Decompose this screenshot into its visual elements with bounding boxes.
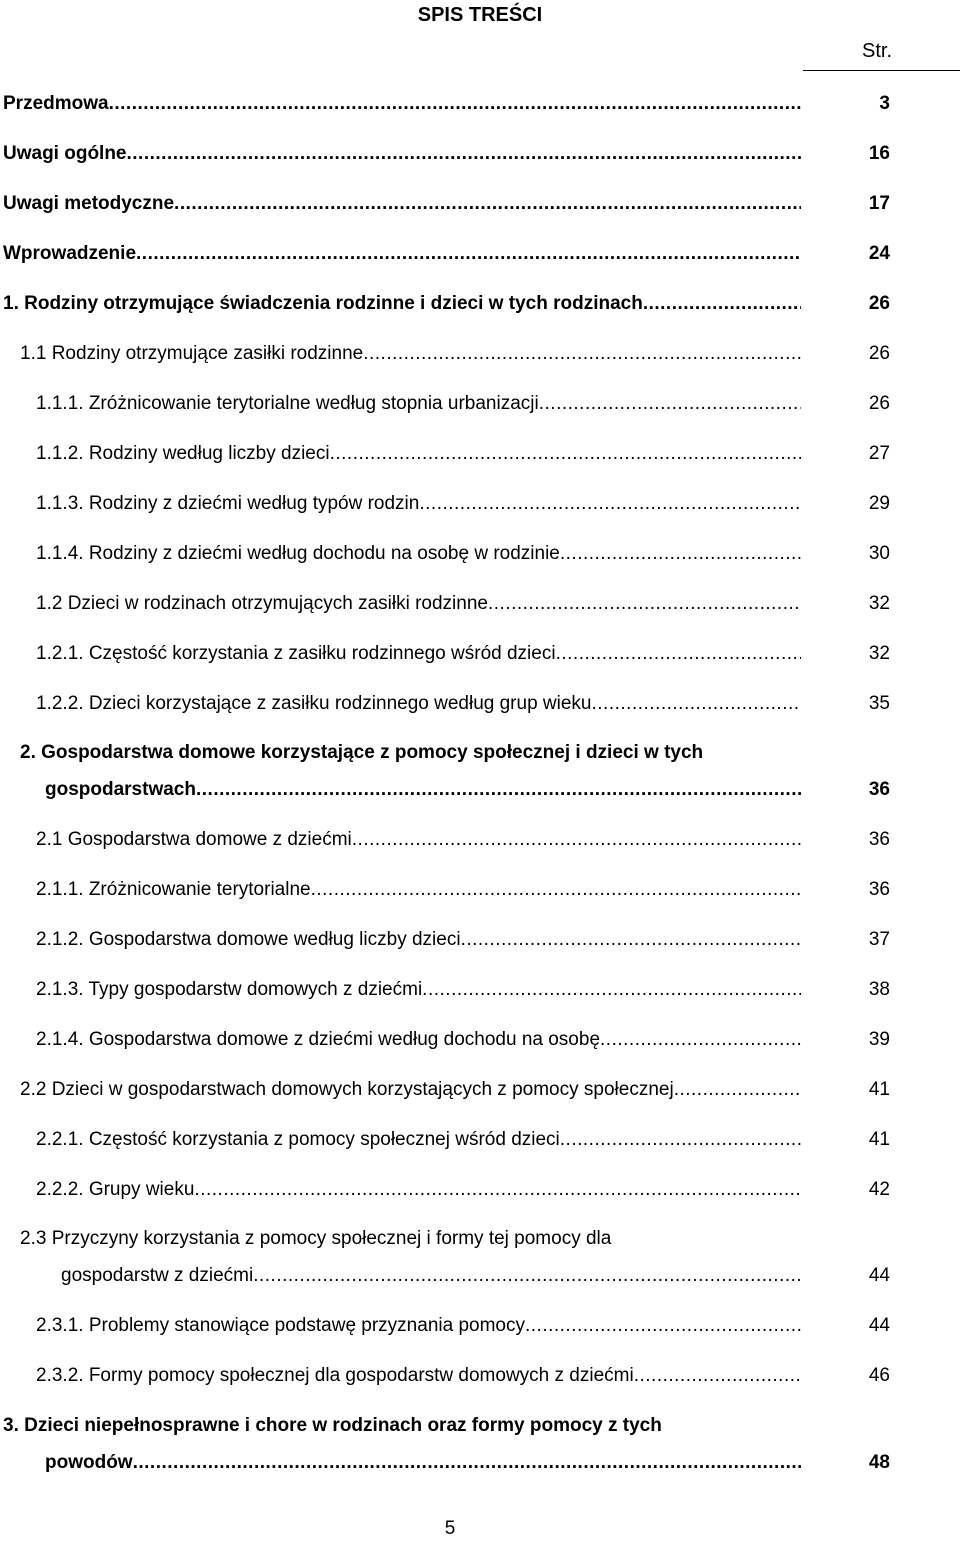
toc-entry-text: 2.2 Dzieci w gospodarstwach domowych korzystających z pomocy społecznej (20, 1079, 674, 1100)
toc-page-number: 36 (868, 779, 890, 800)
toc-entry-chapter-2[interactable] (45, 775, 801, 805)
toc-page-number: 26 (868, 293, 890, 314)
toc-entry-2-3-1[interactable] (36, 1311, 801, 1341)
dot-leader (643, 289, 801, 319)
toc-page-number: 36 (868, 829, 890, 850)
dot-leader (352, 825, 801, 855)
toc-entry-text: 1. Rodziny otrzymujące świadczenia rodzinne i dzieci w tych rodzinach (3, 293, 643, 314)
toc-entry-2-2-2[interactable] (36, 1175, 801, 1205)
toc-entry-2-3-line1[interactable]: 2.3 Przyczyny korzystania z pomocy społecznej i formy tej pomocy dla (20, 1228, 612, 1249)
toc-entry-text: Uwagi metodyczne (3, 193, 175, 214)
toc-page-number: 29 (868, 493, 890, 514)
toc-page-number: 27 (868, 443, 890, 464)
dot-leader (196, 775, 801, 805)
toc-entry-text: 1.2.2. Dzieci korzystające z zasiłku rodzinnego według grup wieku (36, 693, 592, 714)
toc-page-number: 35 (868, 693, 890, 714)
toc-page-number: 32 (868, 593, 890, 614)
toc-page-number: 30 (868, 543, 890, 564)
toc-entry-2-1-1[interactable] (36, 875, 801, 905)
toc-entry-2-1-4[interactable] (36, 1025, 801, 1055)
dot-leader (592, 689, 802, 719)
toc-entry-text: 1.2 Dzieci w rodzinach otrzymujących zasiłki rodzinne (36, 593, 488, 614)
dot-leader (539, 389, 801, 419)
toc-entry-1-1-1[interactable] (36, 389, 801, 419)
toc-entry-text: 2.1.1. Zróżnicowanie terytorialne (36, 879, 311, 900)
toc-entry-text: 1.1.4. Rodziny z dziećmi według dochodu na osobę w rodzinie (36, 543, 560, 564)
toc-entry-2-1-2[interactable] (36, 925, 801, 955)
toc-entry-1-1[interactable] (20, 339, 801, 369)
dot-leader (525, 1311, 801, 1341)
toc-entry-text: gospodarstwach (45, 779, 196, 800)
dot-leader (109, 89, 801, 119)
toc-entry-text: 2.2.1. Częstość korzystania z pomocy społecznej wśród dzieci (36, 1129, 560, 1150)
toc-entry-text: 2.1.2. Gospodarstwa domowe według liczby dzieci (36, 929, 461, 950)
page-title: SPIS TREŚCI (417, 4, 543, 26)
toc-entry-text: 1.1.1. Zróżnicowanie terytorialne według stopnia urbanizacji (36, 393, 539, 414)
toc-entry-1-1-3[interactable] (36, 489, 801, 519)
toc-page-number: 41 (868, 1129, 890, 1150)
toc-entry-text: 1.1 Rodziny otrzymujące zasiłki rodzinne (20, 343, 364, 364)
toc-entry-text: 2.3.1. Problemy stanowiące podstawę przyznania pomocy (36, 1315, 525, 1336)
dot-leader (422, 975, 801, 1005)
toc-page-number: 26 (868, 393, 890, 414)
dot-leader (311, 875, 801, 905)
toc-page-number: 17 (868, 193, 890, 214)
toc-entry-1-2-1[interactable] (36, 639, 801, 669)
toc-entry-text: 1.2.1. Częstość korzystania z zasiłku rodzinnego wśród dzieci (36, 643, 556, 664)
toc-entry-text: 2.2.2. Grupy wieku (36, 1179, 195, 1200)
dot-leader (127, 139, 802, 169)
toc-page-number: 36 (868, 879, 890, 900)
toc-entry-text: Uwagi ogólne (3, 143, 127, 164)
toc-entry-2-1[interactable] (36, 825, 801, 855)
toc-page-number: 41 (868, 1079, 890, 1100)
toc-entry-text: 2.1.4. Gospodarstwa domowe z dziećmi według dochodu na osobę (36, 1029, 601, 1050)
dot-leader (488, 589, 801, 619)
toc-page-number: 24 (868, 243, 890, 264)
dot-leader (330, 439, 801, 469)
toc-page-number: 37 (868, 929, 890, 950)
page-number: 5 (444, 1518, 456, 1539)
toc-entry-text: 2.1 Gospodarstwa domowe z dziećmi (36, 829, 352, 850)
toc-entry-chapter-1[interactable] (3, 289, 801, 319)
toc-entry-text: 1.1.2. Rodziny według liczby dzieci (36, 443, 330, 464)
dot-leader (560, 1125, 801, 1155)
toc-entry-chapter-2-line1[interactable]: 2. Gospodarstwa domowe korzystające z pomocy społecznej i dzieci w tych (20, 742, 704, 763)
toc-page-number: 48 (868, 1452, 890, 1473)
toc-entry-chapter-3[interactable] (45, 1448, 801, 1478)
toc-entry-text: gospodarstw z dziećmi (61, 1265, 254, 1286)
dot-leader (461, 925, 801, 955)
toc-entry-2-2-1[interactable] (36, 1125, 801, 1155)
toc-entry-1-1-2[interactable] (36, 439, 801, 469)
toc-entry-2-1-3[interactable] (36, 975, 801, 1005)
dot-leader (363, 339, 801, 369)
toc-page-number: 46 (868, 1365, 890, 1386)
dot-leader (674, 1075, 801, 1105)
toc-page-number: 42 (868, 1179, 890, 1200)
toc-entry-text: Przedmowa (3, 93, 109, 114)
toc-entry-text: 2.1.3. Typy gospodarstw domowych z dziećmi (36, 979, 423, 1000)
dot-leader (174, 189, 801, 219)
toc-entry-1-2[interactable] (36, 589, 801, 619)
toc-page-number: 32 (868, 643, 890, 664)
dot-leader (253, 1261, 801, 1291)
dot-leader (600, 1025, 801, 1055)
toc-entry-text: Wprowadzenie (3, 243, 137, 264)
dot-leader (194, 1175, 801, 1205)
toc-page-number: 16 (868, 143, 890, 164)
dot-leader (133, 1448, 801, 1478)
dot-leader (634, 1361, 801, 1391)
toc-page-number: 39 (868, 1029, 890, 1050)
toc-entry-uwagi-ogolne[interactable] (3, 139, 801, 169)
toc-entry-2-3-2[interactable] (36, 1361, 801, 1391)
toc-page-number: 44 (868, 1315, 890, 1336)
dot-leader (136, 239, 801, 269)
toc-entry-1-2-2[interactable] (36, 689, 801, 719)
toc-page-number: 44 (868, 1265, 890, 1286)
toc-entry-1-1-4[interactable] (36, 539, 801, 569)
toc-entry-przedmowa[interactable] (3, 89, 801, 119)
page-column-divider (803, 70, 960, 71)
toc-entry-chapter-3-line1[interactable]: 3. Dzieci niepełnosprawne i chore w rodzinach oraz formy pomocy z tych (3, 1415, 662, 1436)
toc-entry-text: 1.1.3. Rodziny z dziećmi według typów rodzin (36, 493, 420, 514)
toc-page-number: 26 (868, 343, 890, 364)
page-column-label: Str. (862, 40, 893, 62)
dot-leader (560, 539, 801, 569)
toc-entry-text: 2.3.2. Formy pomocy społecznej dla gospodarstw domowych z dziećmi (36, 1365, 634, 1386)
toc-entry-wprowadzenie[interactable] (3, 239, 801, 269)
toc-entry-text: powodów (45, 1452, 133, 1473)
toc-entry-2-3[interactable] (61, 1261, 801, 1291)
dot-leader (556, 639, 801, 669)
toc-page-number: 3 (879, 93, 890, 114)
toc-entry-2-2[interactable] (20, 1075, 801, 1105)
dot-leader (419, 489, 801, 519)
toc-entry-uwagi-metodyczne[interactable] (3, 189, 801, 219)
toc-page-number: 38 (868, 979, 890, 1000)
